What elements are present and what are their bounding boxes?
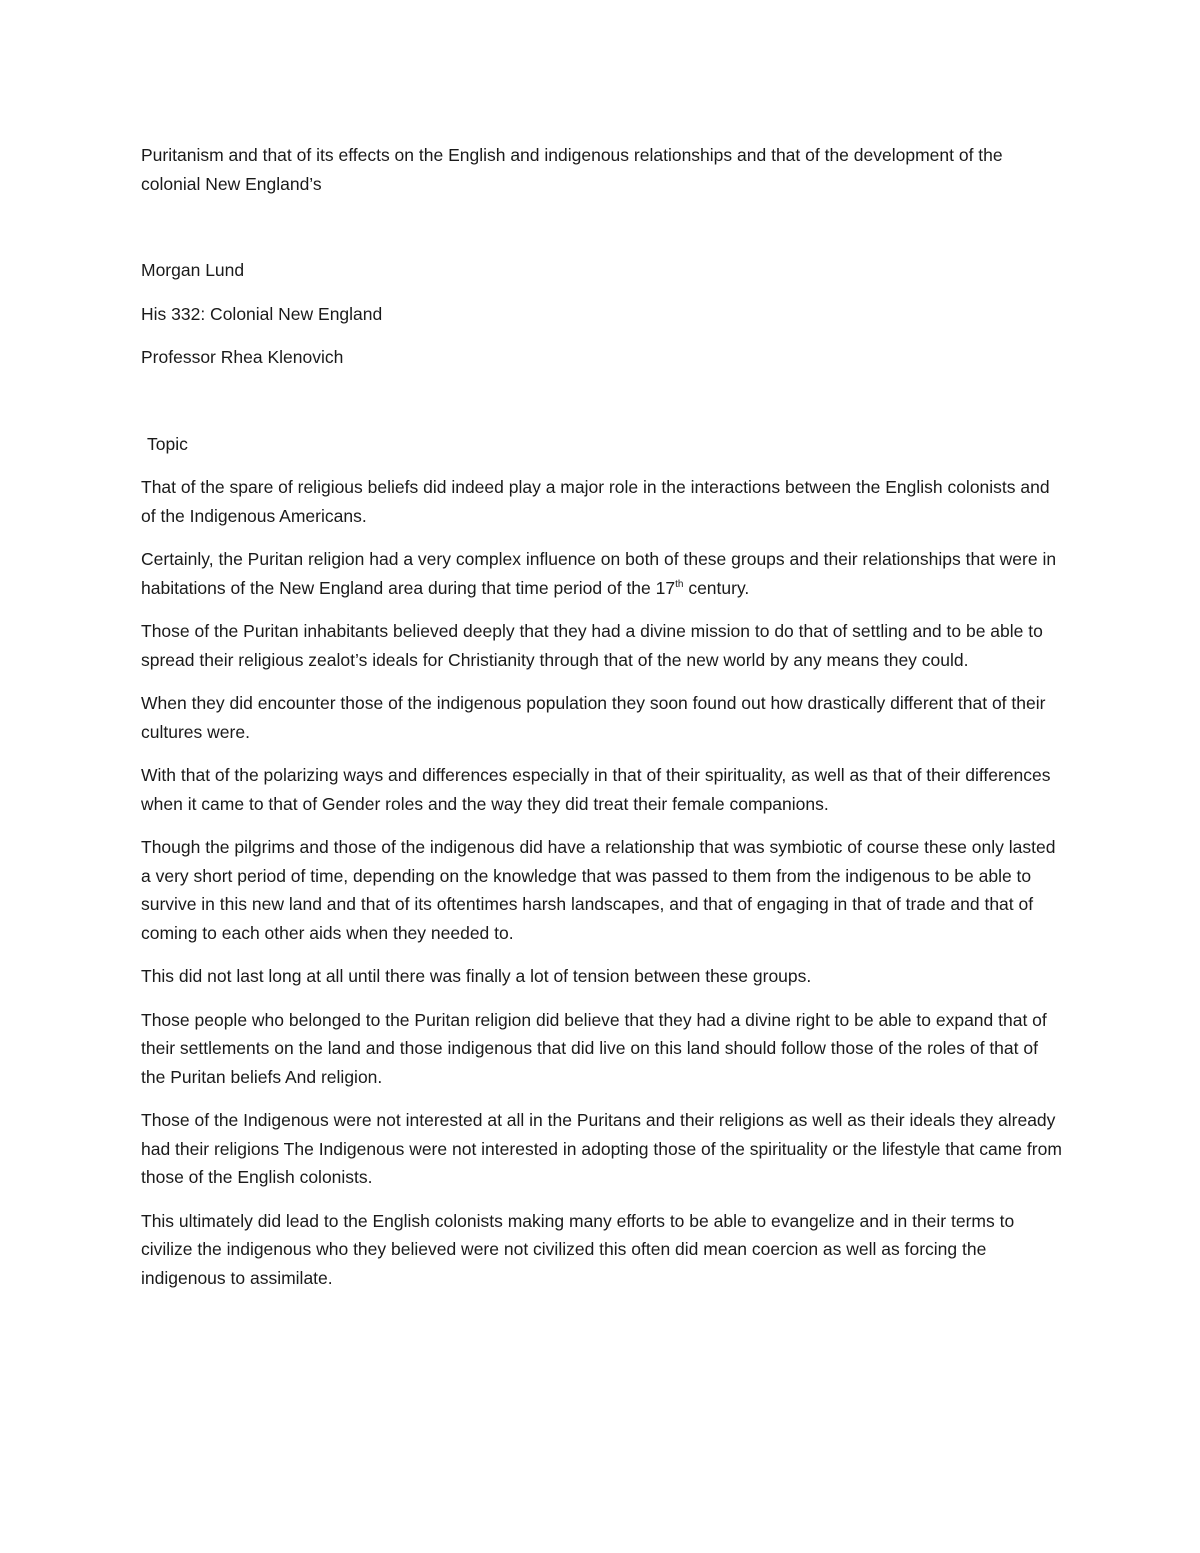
document-title: Puritanism and that of its effects on the English and indigenous relationships and that of the development of the colonial New England’s	[141, 145, 1003, 194]
paragraph: Those people who belonged to the Puritan religion did believe that they had a divine right to be able to expand that of their settlements on the land and those indigenous that did live on this land should follow those of the roles of that of the Puritan beliefs And religion.	[141, 1009, 1047, 1087]
paragraph: When they did encounter those of the indigenous population they soon found out how drastically different that of their cultures were.	[141, 693, 1046, 742]
paragraph: This did not last long at all until there was finally a lot of tension between these groups.	[141, 966, 812, 986]
topic-heading: Topic	[147, 433, 188, 454]
paragraph: This ultimately did lead to the English colonists making many efforts to be able to evangelize and in their terms to civilize the indigenous who they believed were not civilized this often did mean coercion as well as forcing the indigenous to assimilate.	[141, 1210, 1015, 1288]
paragraph: That of the spare of religious beliefs did indeed play a major role in the interactions between the English colonists and of the Indigenous Americans.	[141, 477, 1050, 526]
paragraph: Though the pilgrims and those of the indigenous did have a relationship that was symbiotic of course these only lasted a very short period of time, depending on the knowledge that was passed to them from the indigenous to be able to survive in this new land and that of its oftentimes harsh landscapes, and that of engaging in that of trade and that of coming to each other aids when they needed to.	[141, 837, 1056, 943]
paragraph-text: Certainly, the Puritan religion had a very complex influence on both of these groups and their relationships that were in habitations of the New England area during that time period of the 17	[141, 549, 1057, 598]
paragraph-tail: century.	[688, 577, 750, 598]
paragraph: Those of the Puritan inhabitants believed deeply that they had a divine mission to do that of settling and to be able to spread their religious zealot’s ideals for Christianity through that of the new world by any means they could.	[141, 621, 1043, 670]
paragraph	[141, 545, 1066, 602]
document-body	[141, 141, 1066, 1307]
paragraph: With that of the polarizing ways and differences especially in that of their spirituality, as well as that of their differences when it came to that of Gender roles and the way they did treat their female companions.	[141, 765, 1051, 814]
author-name: Morgan Lund	[141, 260, 245, 280]
paragraph: Those of the Indigenous were not interested at all in the Puritans and their religions as well as their ideals they already had their religions The Indigenous were not interested in adopting those of the spirituality or the lifestyle that came from those of the English colonists.	[141, 1110, 1062, 1187]
professor-name: Professor Rhea Klenovich	[141, 347, 344, 367]
course-name: His 332: Colonial New England	[141, 303, 383, 324]
superscript-text: th	[675, 578, 684, 590]
